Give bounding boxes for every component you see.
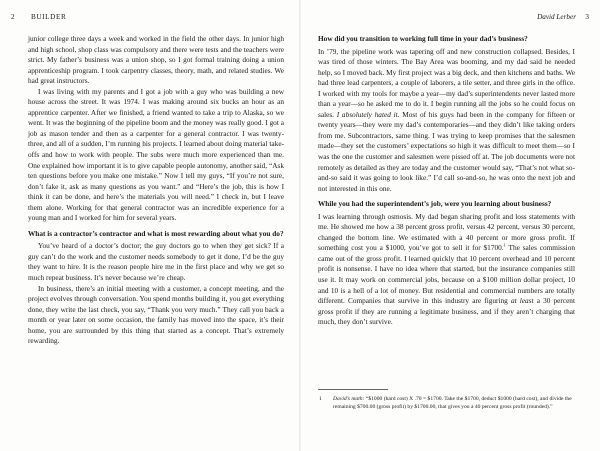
right-page (301, 0, 600, 451)
left-page-body (28, 34, 284, 347)
paragraph: I was living with my parents and I got a job with a guy who was building a new house across the street. It was 1974. I was making around six bucks an hour as an apprentice carpenter. After we finished, a friend wanted to take a trip to Alaska, so we went. It was the beginning of the pipeline boom and the money was really good. I got a job as mason tender and then as a carpenter for a general contractor. I was twenty-three, and all of a sudden, I’m running his projects. I learned about doing material take-offs and how to work with people. The subs were much more experienced than me. One explained how important it is to give capable people autonomy, another said, “Ask ten questions before you make one mistake.” Now I tell my guys, “If you’re not sure, don’t fake it, ask as many questions as you want.” and “Here’s the job, this is how I think it can be done, and here’s the materials you will need.” I check in, but I leave them alone. Working for that general contractor was an incredible experience for a young man and I worked for him for several years. (28, 86, 284, 223)
interview-question: While you had the superintendent’s job, were you learning about business? (318, 199, 552, 209)
paragraph (318, 47, 575, 195)
footnote-reference[interactable]: 1 (503, 242, 506, 248)
right-running-head: David Lerber (537, 13, 576, 21)
footnote-label: David’s math: (333, 396, 365, 402)
paragraph-text: The sales commission came out of the gross profit. I learned quickly that 10 percent overhead and 10 percent profit is nonsense. I have no idea where that started, but the insurance companies still use it. It may work on commercial jobs, because on a $100 million dollar project, 10 and 10 is a hell of a lot of money. But residential and commercial numbers are totally different. Companies that survive in this industry are figuring (318, 243, 576, 306)
footnote-body: “$1000 (hard cost) X .70 = $1700. Take the $1700, deduct $1000 (hard cost), and divide the remaining $700.00 (gross profit) by $1700.00, that gives you a 40 percent gross profit (rounded).” (333, 396, 572, 410)
interview-question: What is a contractor’s contractor and what is most rewarding about what you do? (28, 228, 284, 238)
paragraph: In business, there’s an initial meeting with a customer, a concept meeting, and the project evolves through conversation. You spend months building it, you get everything done, they write the last check, you say, “Thank you very much.” They call you back a month or year later on some occasion, the family has moved into the space, it’s their home, you are surrounded by this thing that started as a concept. That’s extremely rewarding. (28, 283, 284, 346)
paragraph: junior college three days a week and worked in the field the other days. In junior high and high school, shop class was compulsory and there were tests and the teachers were strict. My father’s business was a union shop, so I got formal training doing a union apprenticeship program. I took carpentry classes, theory, math, and related studies. We had great instructors. (28, 34, 284, 86)
left-page (0, 0, 299, 451)
paragraph (318, 212, 575, 328)
paragraph-text: a 30 percent gross profit if they are running a legitimate business, and if they aren’t charging that much, they don’t survive. (318, 296, 575, 327)
footnote-text (333, 396, 575, 411)
emphasis-text: at least (510, 296, 534, 306)
footnote-number: 1 (319, 396, 322, 402)
paragraph-text: I was learning through osmosis. My dad began sharing profit and loss statements with me. He showed me how a 38 percent gross profit, versus 42 percent, versus 30 percent, changed the bottom line. We estimated with a 40 percent or more gross profit. If something cost you a $1000, you’ve got to sell it for $1700. (318, 211, 575, 253)
footnote (318, 396, 575, 411)
emphasis-text: I absolutely hated it. (336, 109, 400, 119)
right-page-body (318, 34, 575, 328)
footnotes (318, 389, 575, 411)
paragraph: You’ve heard of a doctor’s doctor; the guy doctors go to when they get sick? If a guy can’t do the work and the customer needs somebody to get it done, I’d be the guy they want to hire. It is the reason people hire me in the first place and why we get so much repeat business. It’s never because we’re cheap. (28, 241, 284, 283)
footnote-rule (318, 389, 388, 390)
left-page-number: 2 (11, 13, 15, 21)
right-page-number: 3 (585, 13, 589, 21)
paragraph-text: In ’79, the pipeline work was tapering off and new construction collapsed. Besides, I was tired of those winters. The Bay Area was booming, and my dad said he needed help, so I moved back. My first project was a big deck, and then kitchens and baths. We had three lead carpenters, a couple of laborers, a tile setter, and three girls in the office. I worked with my tools for maybe a year—my dad’s superintendents never lasted more than a year—so he asked me to do it. I begin running all the jobs so he could focus on sales. (318, 46, 575, 119)
paragraph-text: Most of his guys had been in the company for fifteen or twenty years—they were my dad’s contemporaries—and they didn’t like taking orders from me. Subcontractors, same thing. I was trying to keep promises that the salesmen made—they set the customers’ expectations so high it was difficult to meet them—so I was the one the customer and salesmen were pissed off at. The job documents were not remotely as detailed as they are today and the customer would say, “That’s not what so-and-so said it was going to look like.” I’d call so-and-so, he was onto the next job and not interested in this one. (318, 109, 575, 193)
interview-question: How did you transition to working full time in your dad’s business? (318, 34, 528, 43)
left-running-head: BUILDER (31, 13, 67, 21)
